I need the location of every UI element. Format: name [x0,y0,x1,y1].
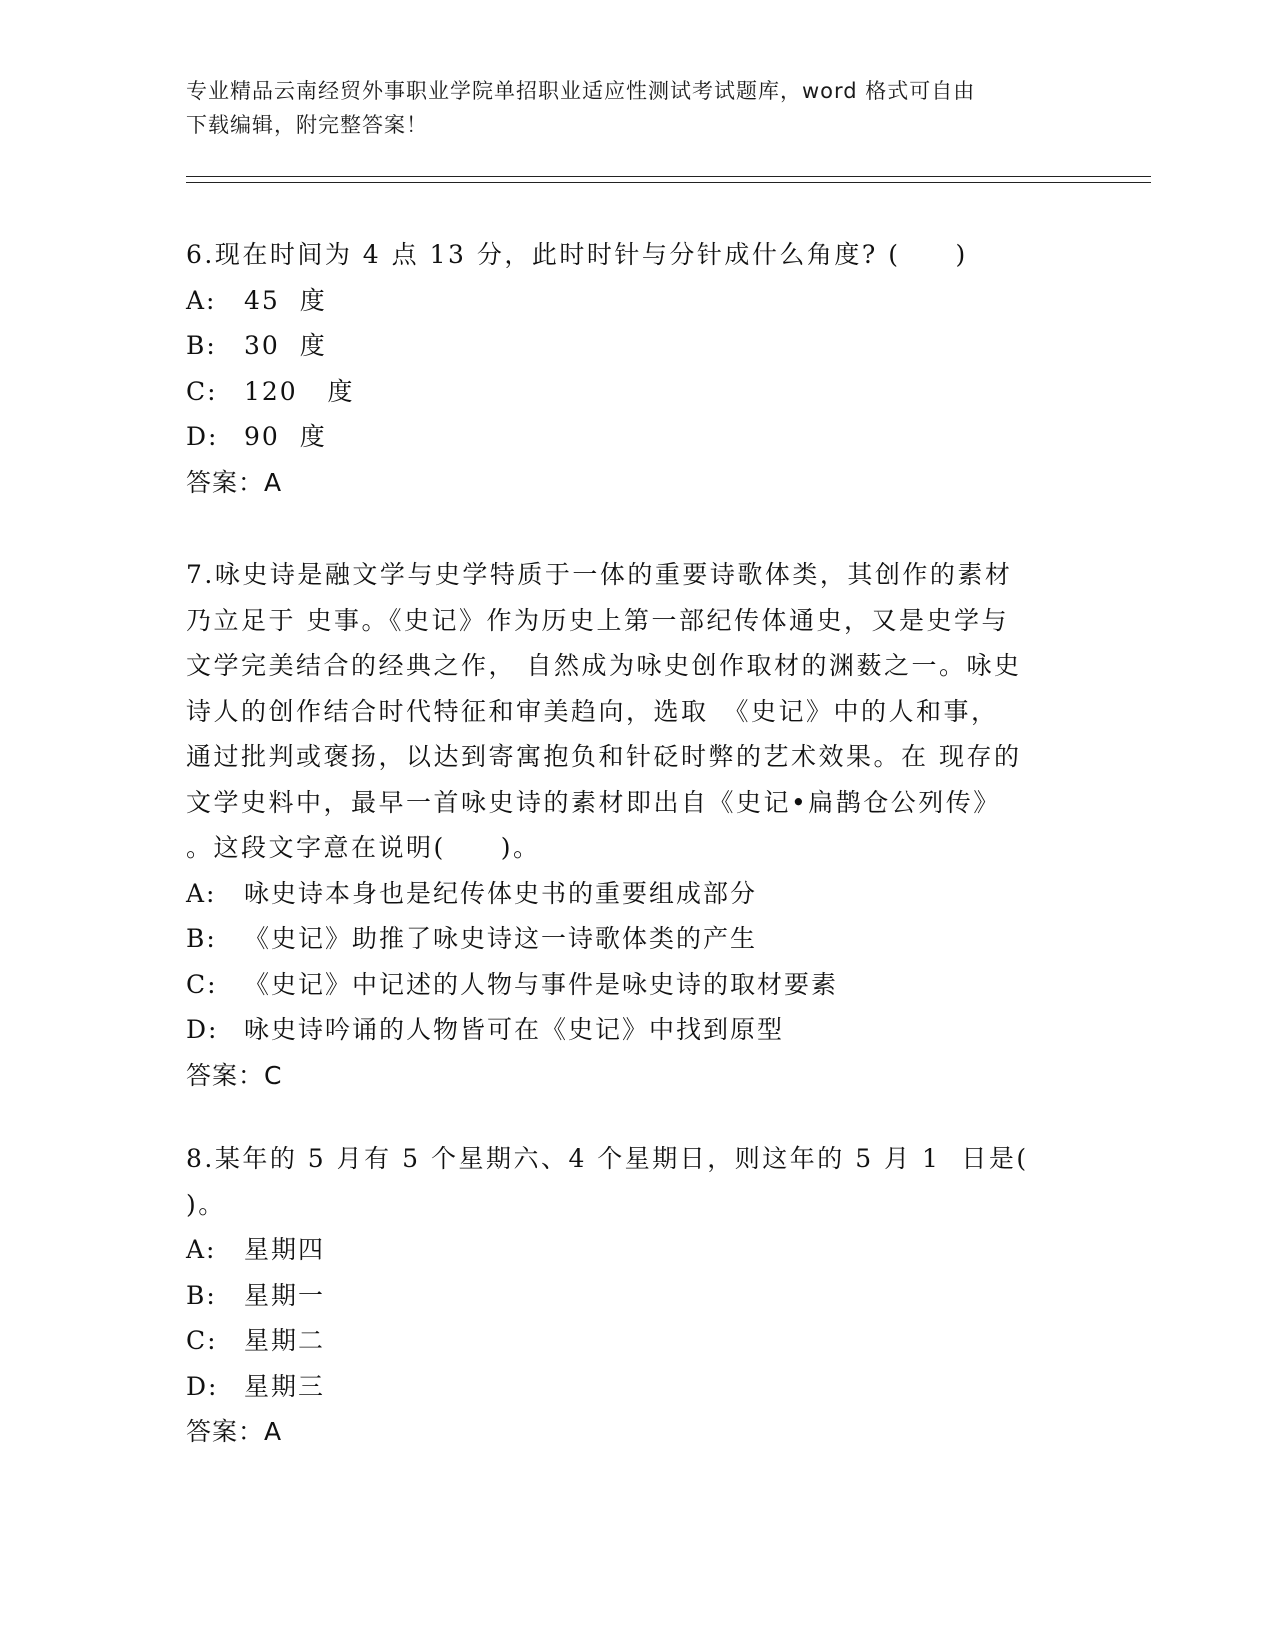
option-a [186,278,1086,324]
option-letter: D: [186,1371,219,1401]
answer-line: 答案：C [186,1060,283,1090]
option-letter: A: [186,878,217,908]
option-text: 星期一 [244,1280,326,1310]
option-text: 30 度 [244,331,327,360]
question-8 [186,1136,1086,1454]
option-letter: A: [186,285,217,315]
option-text: 《史记》助推了咏史诗这一诗歌体类的产生 [244,924,758,953]
option-a [186,871,1086,917]
option-letter: C: [186,1326,218,1355]
stem-line: 8.某年的 5 月有 5 个星期六、4 个星期日，则这年的 5 月 1 日是( [186,1144,1029,1173]
stem-line: 。这段文字意在说明( )。 [186,833,541,862]
stem-line: 通过批判或褒扬，以达到寄寓抱负和针砭时弊的艺术效果。在 现存的 [186,742,1022,771]
stem-line: )。 [186,1189,226,1219]
option-c [186,1318,1086,1364]
option-text: 《史记》中记述的人物与事件是咏史诗的取材要素 [244,969,839,999]
option-b [186,1273,1086,1319]
option-text: 45 度 [244,285,327,315]
option-a [186,1227,1086,1273]
stem-line: 7.咏史诗是融文学与史学特质于一体的重要诗歌体类，其创作的素材 [186,560,1013,589]
option-text: 星期三 [244,1371,326,1401]
question-7 [186,552,1086,1098]
option-letter: B: [186,924,217,953]
question-stem [186,1136,1086,1227]
header-line-1: 专业精品云南经贸外事职业学院单招职业适应性测试考试题库，word 格式可自由 [186,79,976,103]
question-6 [186,232,1086,505]
option-b [186,916,1086,962]
header-line-2: 下载编辑，附完整答案！ [186,113,428,137]
header-divider-top [186,176,1151,177]
stem-line: 文学完美结合的经典之作， 自然成为咏史创作取材的渊薮之一。咏史 [186,651,1022,680]
option-text: 咏史诗吟诵的人物皆可在《史记》中找到原型 [244,1015,785,1044]
option-b [186,323,1086,369]
option-list [186,278,1086,460]
answer-line: 答案：A [186,467,283,497]
question-stem [186,552,1086,871]
option-d [186,414,1086,460]
question-stem: 6.现在时间为 4 点 13 分，此时时针与分针成什么角度? ( ) [186,240,968,269]
option-letter: D: [186,422,219,451]
option-text: 120 度 [244,376,355,406]
option-letter: C: [186,969,218,999]
option-d [186,1007,1086,1053]
option-list [186,871,1086,1053]
option-letter: B: [186,1280,217,1310]
option-text: 星期四 [244,1235,326,1264]
option-letter: D: [186,1015,219,1044]
answer-line: 答案：A [186,1417,283,1446]
stem-line: 诗人的创作结合时代特征和审美趋向，选取 《史记》中的人和事， [186,696,999,726]
option-text: 星期二 [244,1326,326,1355]
option-d [186,1364,1086,1410]
option-text: 90 度 [244,422,327,451]
option-c [186,962,1086,1008]
option-letter: B: [186,331,217,360]
option-letter: C: [186,376,218,406]
option-letter: A: [186,1235,217,1264]
stem-line: 乃立足于 史事。《史记》作为历史上第一部纪传体通史，又是史学与 [186,605,1009,635]
option-c [186,369,1086,415]
option-text: 咏史诗本身也是纪传体史书的重要组成部分 [244,878,758,908]
option-list [186,1227,1086,1409]
header-divider-bottom [186,182,1151,183]
stem-line: 文学史料中，最早一首咏史诗的素材即出自《史记•扁鹊仓公列传》 [186,787,1001,817]
page-header [186,74,1086,142]
